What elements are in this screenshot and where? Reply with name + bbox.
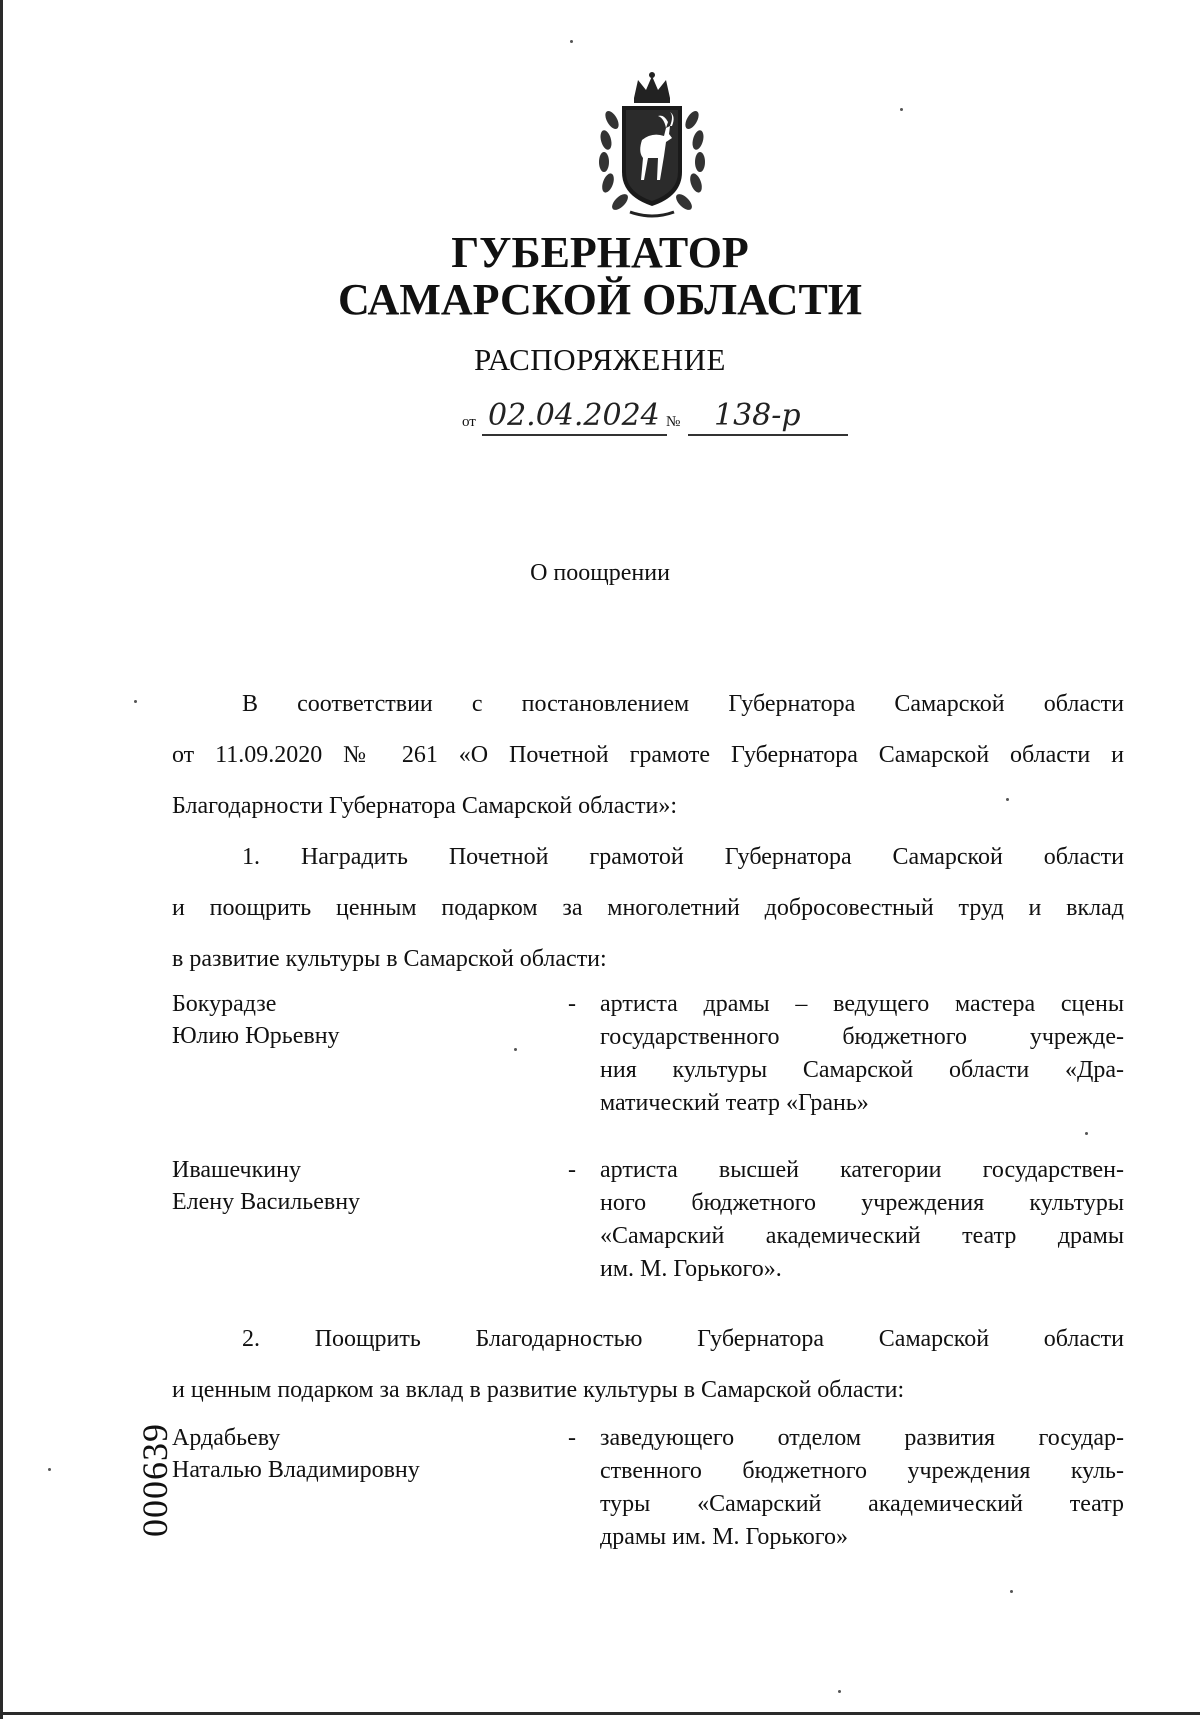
person-dash: -: [568, 1157, 576, 1183]
person-given-names: Юлию Юрьевну: [172, 1023, 340, 1049]
person-description: [600, 1422, 1124, 1554]
scan-speck: [570, 40, 573, 43]
person-surname: Ардабьеву: [172, 1425, 281, 1451]
scan-speck: [1085, 1132, 1088, 1135]
scan-speck: [514, 1048, 517, 1051]
scan-speck: [48, 1468, 51, 1471]
person-given-names: Елену Васильевну: [172, 1189, 361, 1215]
desc-line: артиста высшей категории государствен-: [600, 1157, 1124, 1183]
document-subject: О поощрении: [530, 560, 670, 586]
desc-line: артиста драмы – ведущего мастера сцены: [600, 991, 1124, 1017]
dateline: [462, 400, 852, 444]
scan-speck: [838, 1690, 841, 1693]
authority-title-line2: САМАРСКОЙ ОБЛАСТИ: [337, 275, 863, 324]
person-surname: Бокурадзе: [172, 991, 277, 1017]
authority-title-line1: ГУБЕРНАТОР: [451, 228, 749, 277]
document-number: 138-р: [714, 398, 801, 433]
number-underline: [688, 434, 848, 436]
scan-speck: [1010, 1590, 1013, 1593]
person-name: [172, 988, 340, 1052]
person-dash: -: [568, 1425, 576, 1451]
desc-line: ного бюджетного учреждения культуры: [600, 1190, 1124, 1216]
item2-line-2: и ценным подарком за вклад в развитие культуры в Самарской области:: [172, 1377, 905, 1403]
person-given-names: Наталью Владимировну: [172, 1457, 420, 1483]
date-from-label: от: [462, 414, 476, 430]
desc-line: туры «Самарский академический театр: [600, 1491, 1124, 1517]
item1-line-3: в развитие культуры в Самарской области:: [172, 946, 607, 972]
desc-line: «Самарский академический театр драмы: [600, 1223, 1124, 1249]
preamble-line-1: В соответствии с постановлением Губернатора Самарской области: [242, 691, 1124, 717]
document-date: 02.04.2024: [488, 398, 660, 433]
item1-line-2: и поощрить ценным подарком за многолетний добросовестный труд и вклад: [172, 895, 1124, 921]
person-description: [600, 1154, 1124, 1286]
person-surname: Ивашечкину: [172, 1157, 301, 1183]
desc-line: ния культуры Самарской области «Дра-: [600, 1057, 1124, 1083]
item1-line-1: 1. Наградить Почетной грамотой Губернатора Самарской области: [242, 844, 1124, 870]
item2-line-1: 2. Поощрить Благодарностью Губернатора Самарской области: [242, 1326, 1124, 1352]
person-dash: -: [568, 991, 576, 1017]
desc-line: матический театр «Грань»: [600, 1090, 869, 1116]
document-type: РАСПОРЯЖЕНИЕ: [474, 342, 726, 377]
scan-speck: [134, 700, 137, 703]
desc-line: драмы им. М. Горького»: [600, 1524, 848, 1550]
number-label: №: [666, 414, 681, 430]
coat-of-arms-emblem: [590, 70, 714, 218]
person-name: [172, 1154, 360, 1218]
date-underline: [482, 434, 667, 436]
desc-line: ственного бюджетного учреждения куль-: [600, 1458, 1124, 1484]
desc-line: заведующего отделом развития государ-: [600, 1425, 1124, 1451]
desc-line: государственного бюджетного учрежде-: [600, 1024, 1124, 1050]
person-name: [172, 1422, 420, 1486]
scan-speck: [1006, 798, 1009, 801]
scan-bottom-edge: [0, 1712, 1200, 1715]
desc-line: им. М. Горького».: [600, 1256, 782, 1282]
scan-speck: [900, 108, 903, 111]
preamble-line-2: от 11.09.2020 № 261 «О Почетной грамоте Губернатора Самарской области и: [172, 742, 1124, 768]
preamble-line-3: Благодарности Губернатора Самарской области»:: [172, 793, 677, 819]
person-description: [600, 988, 1124, 1120]
side-serial-number: 000639: [135, 1423, 175, 1537]
